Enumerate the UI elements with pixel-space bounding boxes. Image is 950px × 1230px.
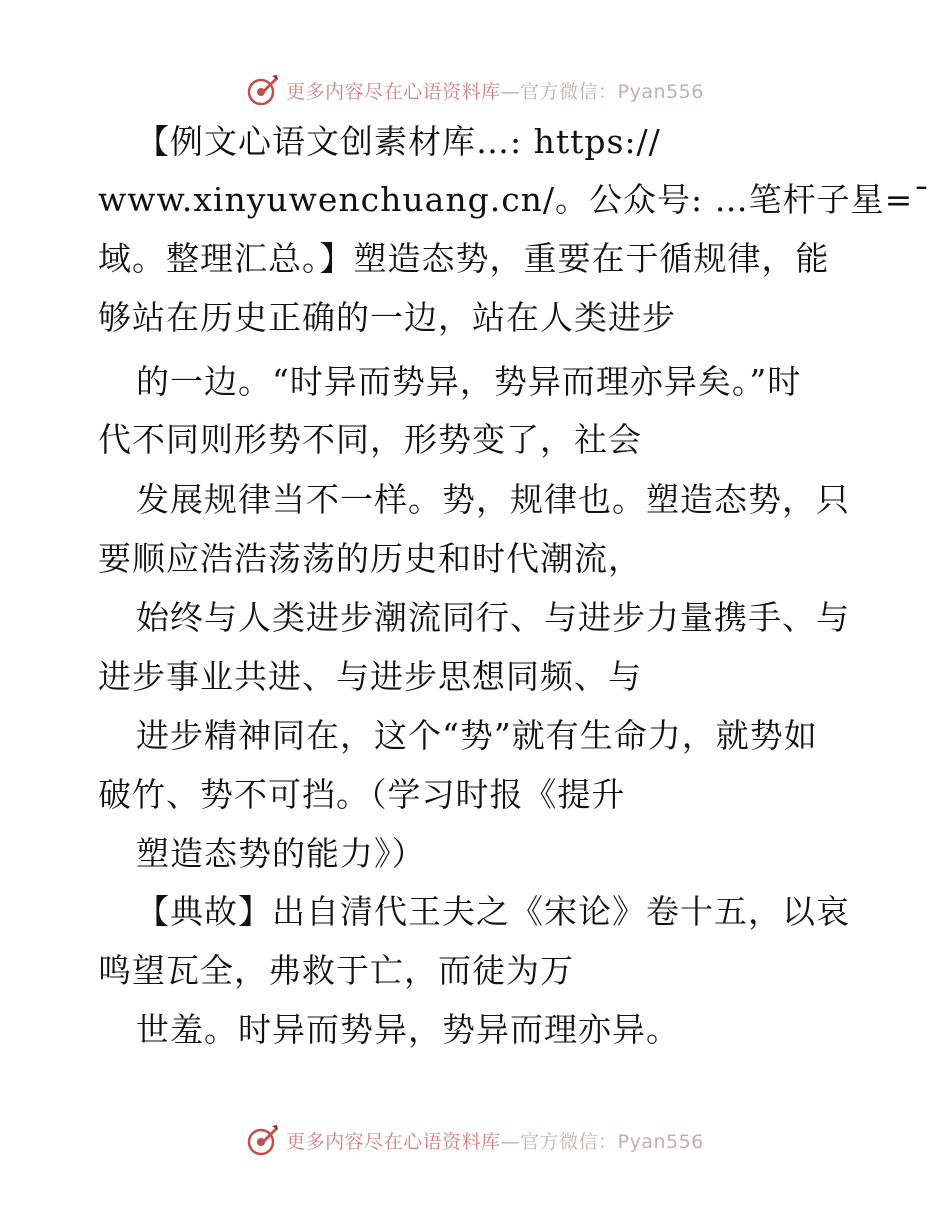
text-line: 发展规律当不一样。势，规律也。塑造态势，只 (136, 480, 850, 519)
text-line: 进步精神同在，这个“势”就有生命力，就势如 (136, 716, 818, 755)
watermark-main-text: 更多内容尽在心语资料库 (286, 1130, 501, 1153)
text-line: 域。整理汇总。】塑造态势，重要在于循规律，能 (98, 239, 830, 278)
watermark-group (246, 73, 704, 107)
watermark-group (246, 1123, 704, 1157)
text-line: 【例文心语文创素材库…: https:// (136, 122, 661, 161)
text-line: 破竹、势不可挡。（学习时报《提升 (98, 775, 626, 814)
text-line: www.xinyuwenchuang.cn/。公众号: …笔杆子星=¯ (98, 180, 931, 219)
text-line: 始终与人类进步潮流同行、与进步力量携手、与 (136, 598, 850, 637)
watermark-text (286, 1127, 704, 1154)
text-line: 代不同则形势不同，形势变了，社会 (98, 420, 642, 459)
text-line: 【典故】出自清代王夫之《宋论》卷十五，以哀 (136, 892, 850, 931)
watermark-sub-text: —官方微信：Pyan556 (500, 80, 704, 103)
text-line: 世羞。时异而势异，势异而理亦异。 (136, 1010, 680, 1049)
pen-logo-icon (246, 73, 280, 107)
footer-watermark (0, 1120, 950, 1160)
text-line: 进步事业共进、与进步思想同频、与 (98, 657, 642, 696)
text-line: 够站在历史正确的一边，站在人类进步 (98, 298, 676, 337)
watermark-sub-text: —官方微信：Pyan556 (500, 1130, 704, 1153)
watermark-main-text: 更多内容尽在心语资料库 (286, 80, 501, 103)
text-line: 要顺应浩浩荡荡的历史和时代潮流， (98, 539, 642, 578)
text-line: 塑造态势的能力》） (136, 834, 426, 873)
text-line: 鸣望瓦全，弗救于亡，而徒为万 (98, 951, 574, 990)
text-line: 的一边。“时异而势异，势异而理亦异矣。”时 (136, 362, 802, 401)
header-watermark (0, 70, 950, 110)
watermark-text (286, 77, 704, 104)
pen-logo-icon (246, 1123, 280, 1157)
